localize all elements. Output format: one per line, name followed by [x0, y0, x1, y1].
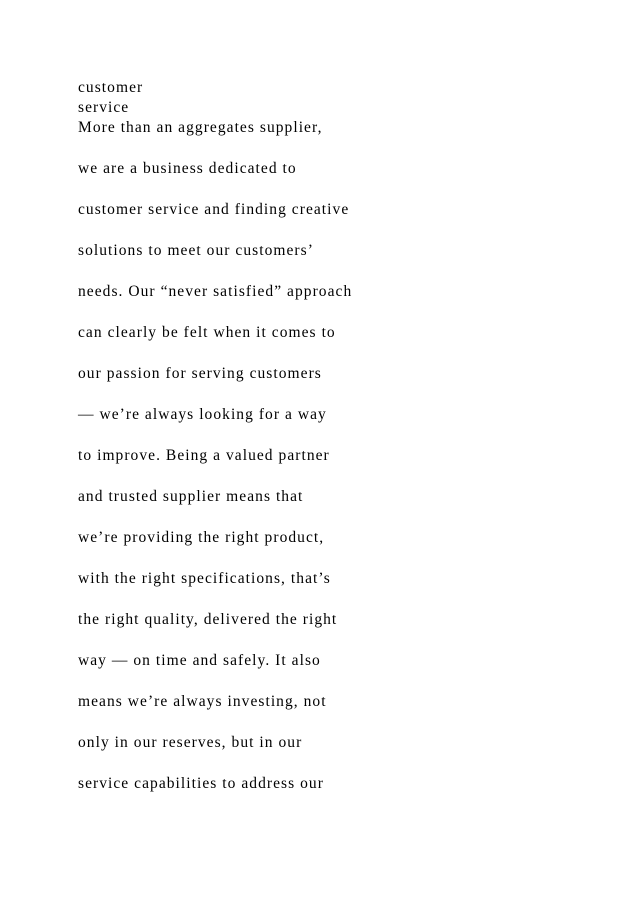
- paragraph-line: to improve. Being a valued partner: [78, 447, 330, 464]
- paragraph-line: solutions to meet our customers’: [78, 242, 314, 259]
- paragraph-line: our passion for serving customers: [78, 365, 322, 382]
- paragraph-line: way — on time and safely. It also: [78, 652, 321, 669]
- heading-line: customer: [78, 79, 144, 96]
- document-text: [78, 78, 598, 815]
- paragraph-line: means we’re always investing, not: [78, 693, 327, 710]
- paragraph-line: and trusted supplier means that: [78, 488, 304, 505]
- paragraph-line: service capabilities to address our: [78, 775, 324, 792]
- paragraph-line: can clearly be felt when it comes to: [78, 324, 336, 341]
- paragraph-line: with the right specifications, that’s: [78, 570, 331, 587]
- paragraph-line: only in our reserves, but in our: [78, 734, 303, 751]
- paragraph-line: the right quality, delivered the right: [78, 611, 338, 628]
- paragraph-line: customer service and finding creative: [78, 201, 350, 218]
- paragraph-line: we are a business dedicated to: [78, 160, 297, 177]
- paragraph-line: needs. Our “never satisfied” approach: [78, 283, 353, 300]
- paragraph-line: — we’re always looking for a way: [78, 406, 327, 423]
- paragraph-line: we’re providing the right product,: [78, 529, 325, 546]
- heading-line: service: [78, 99, 130, 116]
- paragraph-line: More than an aggregates supplier,: [78, 119, 323, 136]
